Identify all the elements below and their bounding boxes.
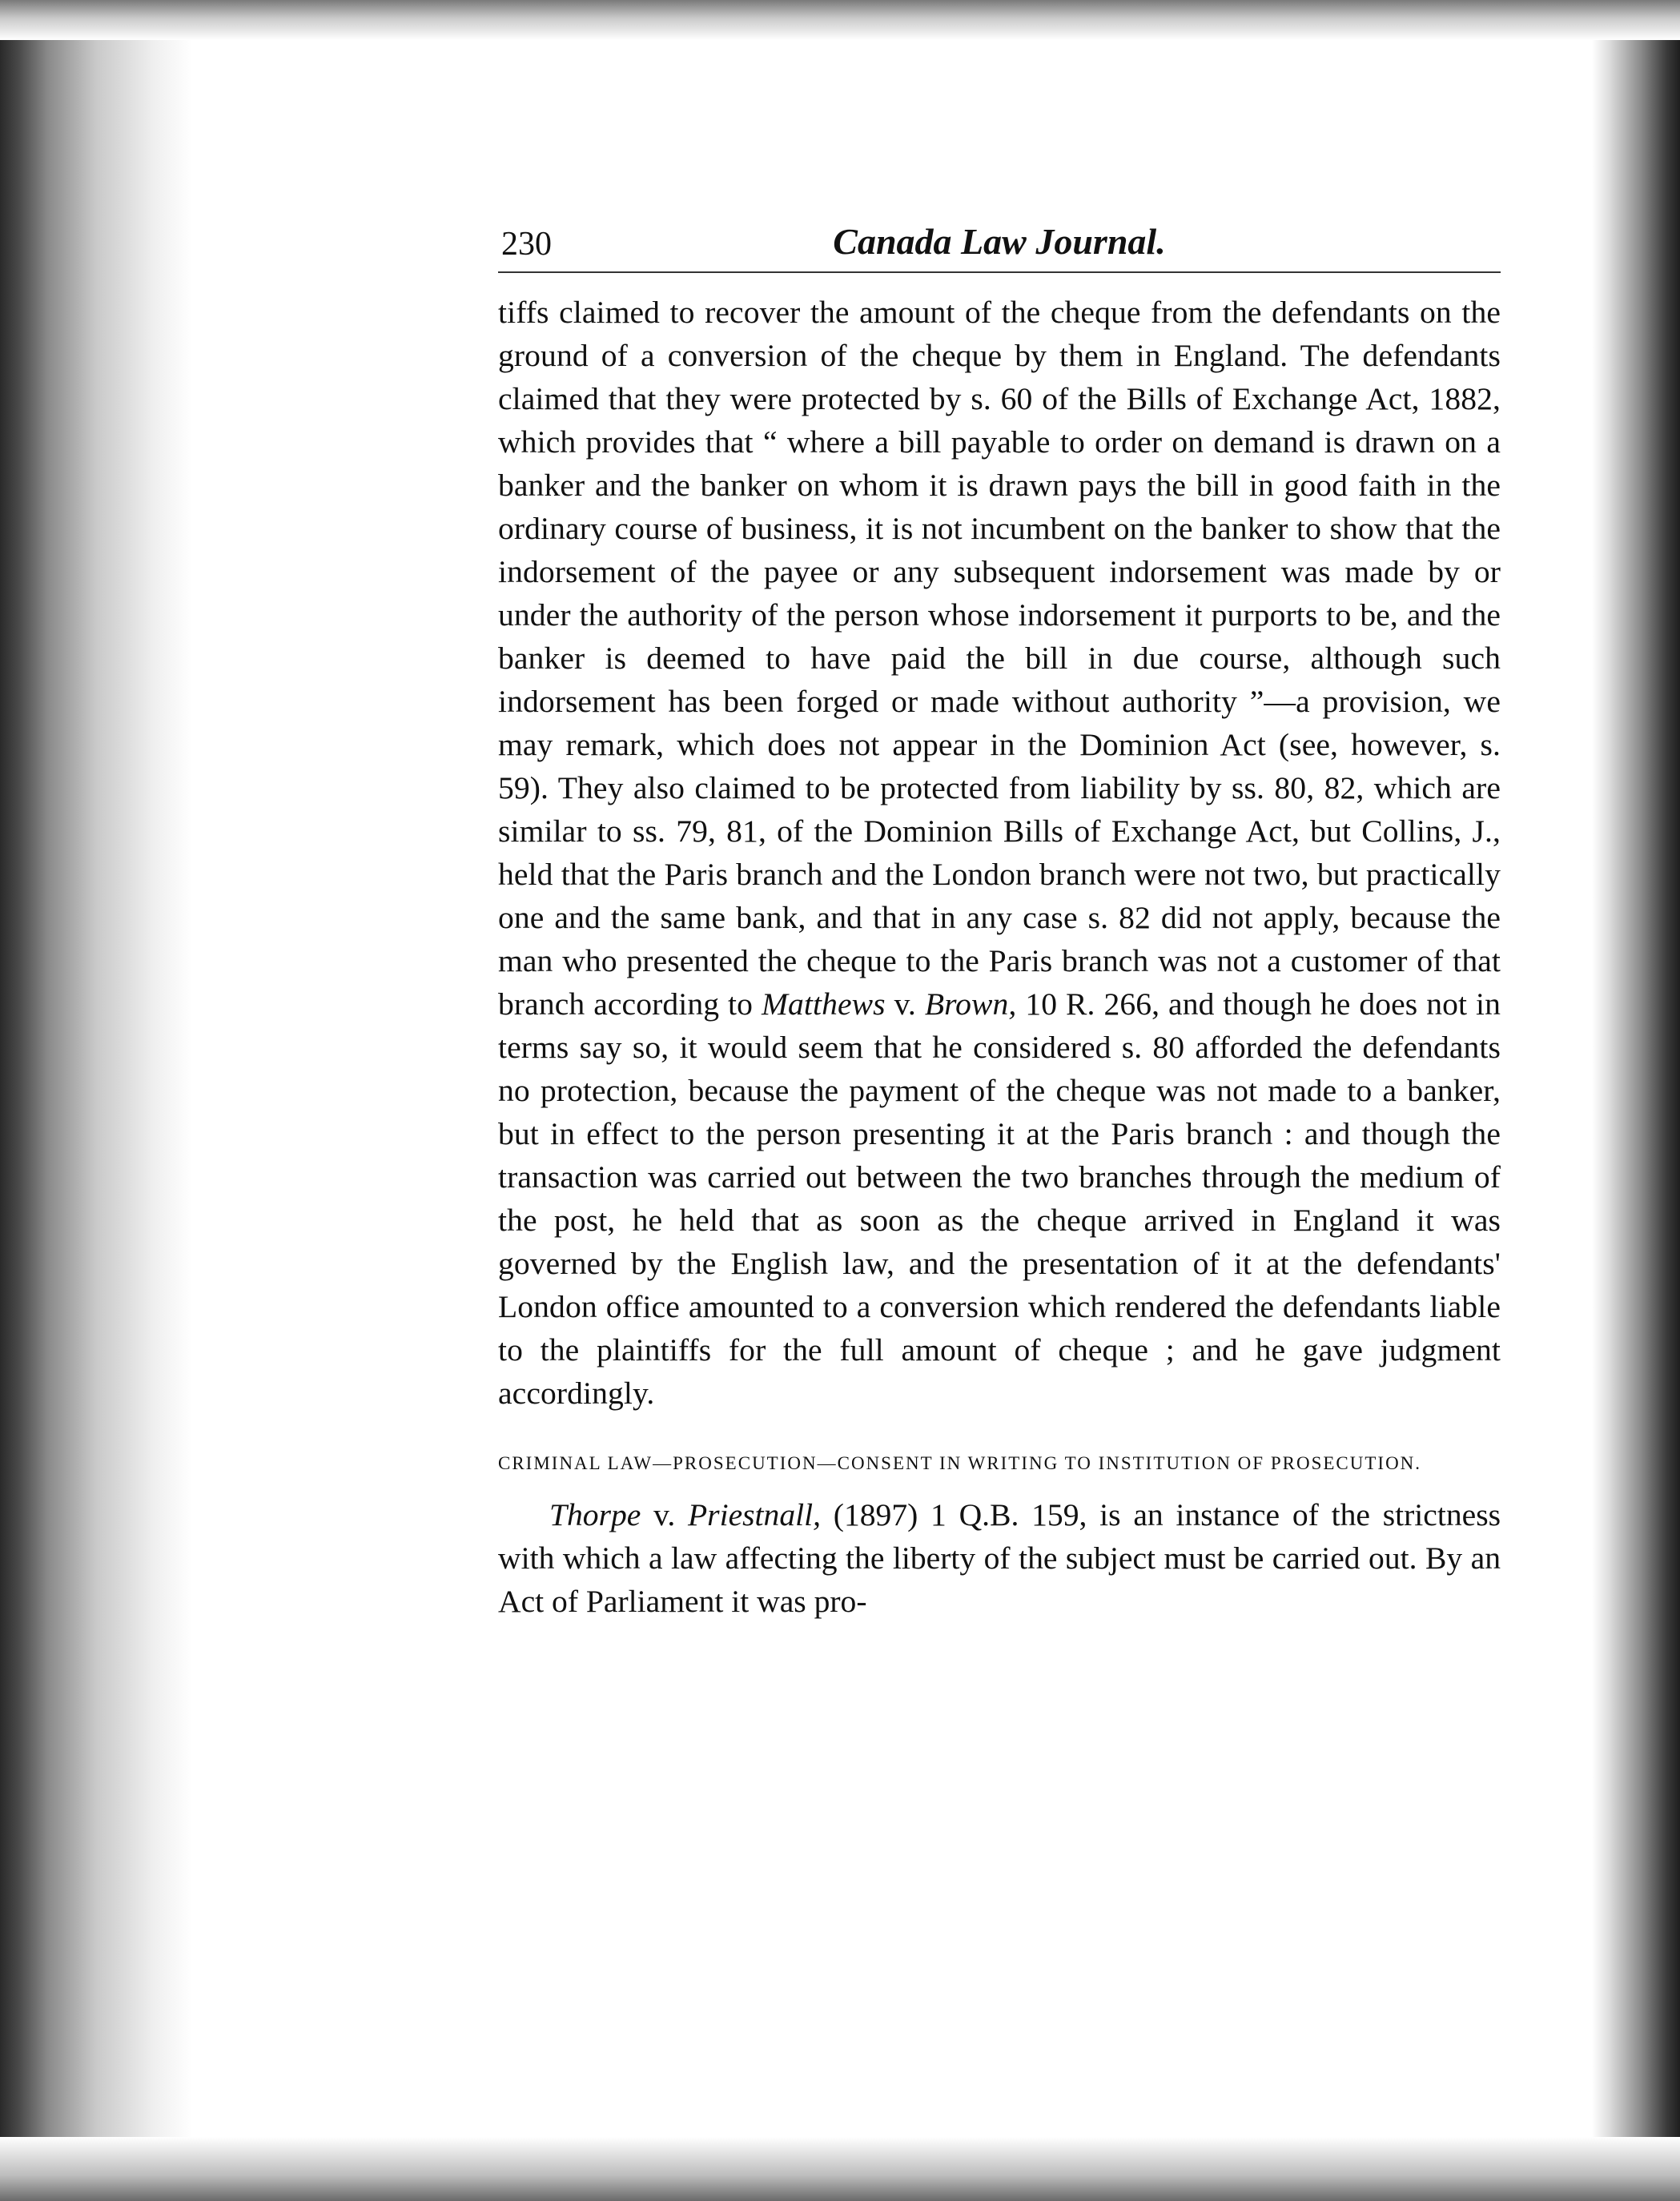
page-number: 230 <box>501 226 552 263</box>
paragraph-text-end: 10 R. 266, and though he does not in terms say so, it would seem that he considered s. 80 afforded the defendants no protection, because the payment of the cheque was not made to a banker, but in effect to the person presenting it at the Paris branch : and though the transaction was carried out between the two branches through the medium of the post, he held that as soon as the cheque arrived in England it was governed by the English law, and the presentation of it at the defendants' London office amounted to a conversion which rendered the defendants liable to the plaintiffs for the full amount of cheque ; and he gave judgment accordingly. <box>498 986 1501 1411</box>
scan-shadow-top <box>0 0 1680 40</box>
scan-shadow-left <box>0 0 192 2201</box>
versus: v. <box>641 1497 688 1532</box>
case-name-priestnall: Priestnall, <box>688 1497 822 1532</box>
running-head <box>498 220 1501 273</box>
section-text: (1897) 1 Q.B. 159, is an instance of the strictness with which a law affecting the liberty of the subject must be carried out. By an Act of Parliament it was pro- <box>498 1497 1501 1619</box>
scan-shadow-bottom <box>0 2137 1680 2201</box>
versus: v. <box>885 986 925 1022</box>
section-heading: CRIMINAL LAW—PROSECUTION—CONSENT IN WRITING TO INSTITUTION OF PROSECUTION. <box>498 1453 1422 1473</box>
body-text <box>498 291 1501 1415</box>
paragraph <box>498 291 1501 1415</box>
paragraph-text: tiffs claimed to recover the amount of the cheque from the defendants on the ground of a conversion of the cheque by them in England. The defendants claimed that they were protected by s. 60 of the Bills of Exchange Act, 1882, which provides that “ where a bill payable to order on demand is drawn on a banker and the banker on whom it is drawn pays the bill in good faith in the ordinary course of business, it is not incumbent on the banker to show that the indorsement of the payee or any subsequent indorsement was made by or under the authority of the person whose indorsement it purports to be, and the banker is deemed to have paid the bill in due course, although such indorsement has been forged or made without authority ”—a provision, we may remark, which does not appear in the Dominion Act (see, however, s. 59). They also claimed to be protected from liability by ss. 80, 82, which are similar to ss. 79, 81, of the Dominion Bills of Exchange Act, but Collins, J., held that the Paris branch and the London branch were not two, but practically one and the same bank, and that in any case s. 82 did not apply, because the man who presented the cheque to the Paris branch was not a customer of that branch according to <box>498 295 1501 1022</box>
journal-page <box>498 220 1501 1623</box>
scan-shadow-right <box>1592 0 1680 2201</box>
case-name-thorpe: Thorpe <box>549 1497 641 1532</box>
section-body <box>498 1493 1501 1623</box>
journal-title: Canada Law Journal. <box>833 221 1166 262</box>
case-name-brown: Brown, <box>924 986 1017 1022</box>
case-name-matthews: Matthews <box>761 986 886 1022</box>
